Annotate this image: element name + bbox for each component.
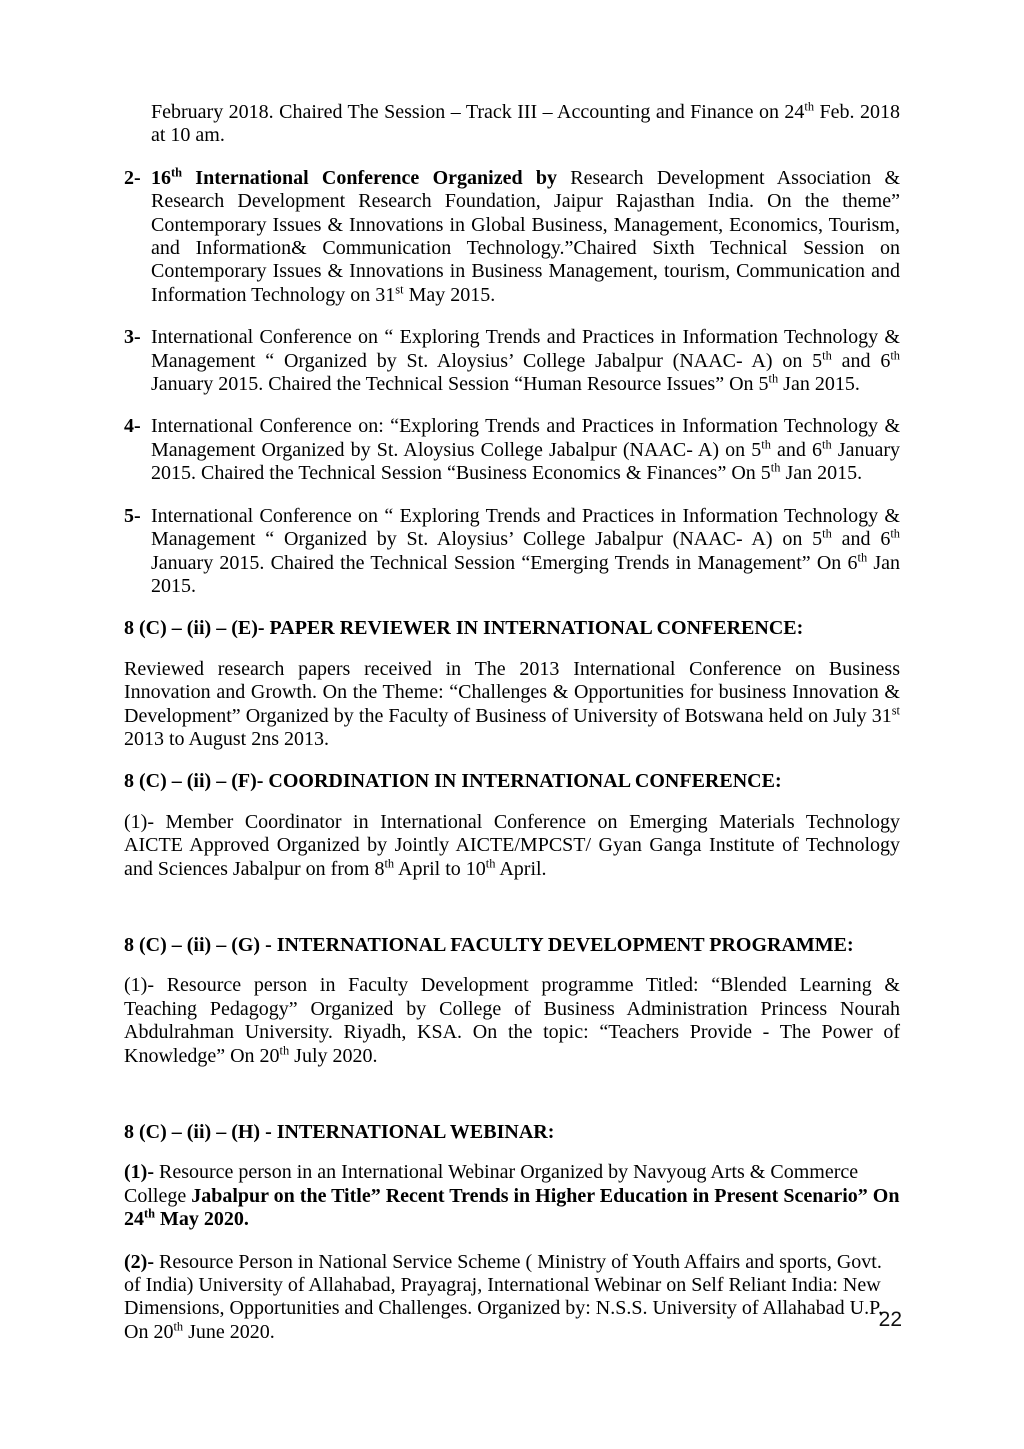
section-heading-faculty-development: 8 (C) – (ii) – (G) - INTERNATIONAL FACULTY DEVELOPMENT PROGRAMME:: [124, 933, 854, 956]
list-number: 5-: [124, 504, 141, 527]
list-item-2: [124, 167, 900, 307]
section-heading-coordination: 8 (C) – (ii) – (F)- COORDINATION IN INTERNATIONAL CONFERENCE:: [124, 770, 782, 793]
list-item-text: 16th International Conference Organized by Research Development Association & Research Development Research Foundation, Jaipur Rajasthan India. On the theme” Contemporary Issues & Innovations in Global Business, Management, Economics, Tourism, and Information& Communication Technology.”Chaired Sixth Technical Session on Contemporary Issues & Innovations in Business Management, tourism, Communication and Information Technology on 31st May 2015.: [151, 165, 901, 306]
list-item-5: [124, 505, 900, 599]
list-item-text: International Conference on “ Exploring Trends and Practices in Information Technology & Management “ Organized by St. Aloysius’ College Jabalpur (NAAC- A) on 5th and 6th January 2015. Chaired the Technical Session “Emerging Trends in Management” On 6th Jan 2015.: [151, 504, 901, 597]
paragraph-paper-reviewer: Reviewed research papers received in The 2013 International Conference on Business Innovation and Growth. On the Theme: “Challenges & Opportunities for business Innovation & Development” Organized by the Faculty of Business of University of Botswana held on July 31st 2013 to August 2ns 2013.: [124, 657, 900, 750]
paragraph-faculty-development: (1)- Resource person in Faculty Development programme Titled: “Blended Learning & Teaching Pedagogy” Organized by College of Business Administration Princess Nourah Abdulrahman University. Riyadh, KSA. On the topic: “Teachers Provide - The Power of Knowledge” On 20th July 2020.: [124, 974, 900, 1067]
section-heading-international-webinar: 8 (C) – (ii) – (H) - INTERNATIONAL WEBINAR:: [124, 1121, 555, 1143]
list-number: 2-: [124, 166, 141, 189]
list-item-text: International Conference on “ Exploring Trends and Practices in Information Technology & Management “ Organized by St. Aloysius’ College Jabalpur (NAAC- A) on 5th and 6th January 2015. Chaired the Technical Session “Human Resource Issues” On 5th Jan 2015.: [151, 326, 900, 396]
paragraph-webinar-1: (1)- Resource person in an International Webinar Organized by Navyoug Arts & Commerce College Jabalpur on the Title” Recent Trends in Higher Education in Present Scenario” On 24th May 2020.: [124, 1161, 900, 1231]
list-number: 4-: [124, 415, 141, 438]
page-number: 22: [878, 1308, 902, 1331]
continuation-paragraph: February 2018. Chaired The Session – Track III – Accounting and Finance on 24th Feb. 2018 at 10 am.: [151, 99, 901, 147]
list-number: 3-: [124, 326, 141, 349]
list-item-text: International Conference on: “Exploring Trends and Practices in Information Technology & Management Organized by St. Aloysius College Jabalpur (NAAC- A) on 5th and 6th January 2015. Chaired the Technical Session “Business Economics & Finances” On 5th Jan 2015.: [151, 415, 900, 485]
paragraph-webinar-2: (2)- Resource Person in National Service Scheme ( Ministry of Youth Affairs and sports, Govt. of India) University of Allahabad, Prayagraj, International Webinar on Self Reliant India: New Dimensions, Opportunities and Challenges. Organized by: N.S.S. University of Allahabad U.P. On 20th June 2020.: [124, 1250, 883, 1343]
paragraph-coordination: (1)- Member Coordinator in International Conference on Emerging Materials Technology AICTE Approved Organized by Jointly AICTE/MPCST/ Gyan Ganga Institute of Technology and Sciences Jabalpur on from 8th April to 10th April.: [124, 810, 900, 880]
list-item-3: [124, 326, 900, 396]
section-heading-paper-reviewer: 8 (C) – (ii) – (E)- PAPER REVIEWER IN INTERNATIONAL CONFERENCE:: [124, 617, 804, 640]
list-item-4: [124, 415, 900, 485]
